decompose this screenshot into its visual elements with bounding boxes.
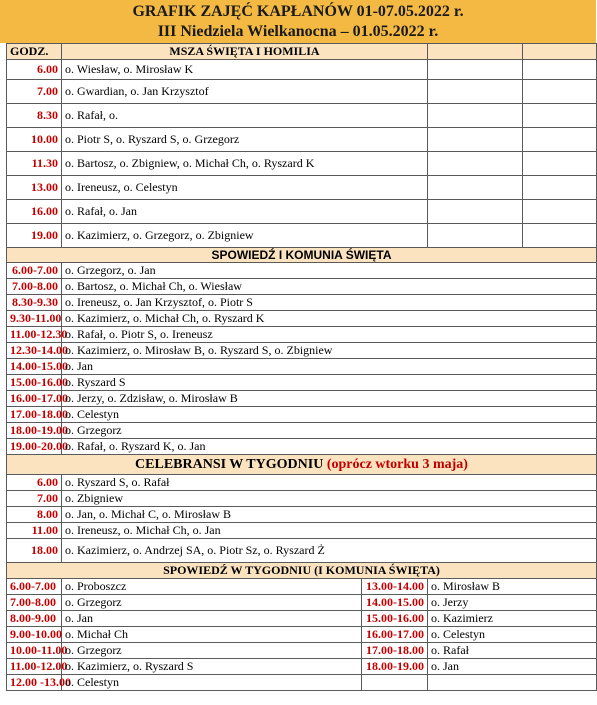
time-cell: 9.00-10.00 <box>7 627 62 643</box>
time-cell: 6.00 <box>7 60 62 80</box>
time-cell: 8.00-9.00 <box>7 611 62 627</box>
table-row <box>7 643 597 659</box>
time-cell: 6.00-7.00 <box>7 579 62 595</box>
table-row <box>7 439 597 455</box>
empty-cell <box>523 128 597 152</box>
table-row <box>7 311 597 327</box>
time-cell: 7.00-8.00 <box>7 279 62 295</box>
time-cell: 16.00-17.00 <box>7 391 62 407</box>
schedule-subtitle: III Niedziela Wielkanocna – 01.05.2022 r. <box>157 23 439 40</box>
names-cell: o. Bartosz, o. Michał Ch, o. Wiesław <box>62 279 597 295</box>
names-cell: o. Kazimierz, o. Ryszard S <box>62 659 362 675</box>
section-header-msza <box>7 44 597 60</box>
names-cell: o. Ireneusz, o. Michał Ch, o. Jan <box>62 523 597 539</box>
time-cell: 11.00-12.00 <box>7 659 62 675</box>
names-cell: o. Proboszcz <box>62 579 362 595</box>
time-cell: 19.00-20.00 <box>7 439 62 455</box>
empty-cell <box>523 44 597 60</box>
names-cell: o. Grzegorz <box>62 595 362 611</box>
time-cell-right: 13.00-14.00 <box>362 579 428 595</box>
names-cell: o. Grzegorz <box>62 643 362 659</box>
names-cell-right: o. Jan <box>428 659 597 675</box>
table-row <box>7 391 597 407</box>
names-cell: o. Ryszard S, o. Rafał <box>62 475 597 491</box>
section-title-msza: MSZA ŚWIĘTA I HOMILIA <box>62 44 428 60</box>
time-cell: 14.00-15.00 <box>7 359 62 375</box>
section-title-spowiedz-tydzien: SPOWIEDŹ W TYGODNIU (I KOMUNIA ŚWIĘTA) <box>7 563 597 579</box>
names-cell: o. Gwardian, o. Jan Krzysztof <box>62 80 428 104</box>
names-cell: o. Jan <box>62 611 362 627</box>
empty-cell <box>428 176 523 200</box>
section-header-spowiedz <box>7 248 597 263</box>
names-cell: o. Jan, o. Michał C, o. Mirosław B <box>62 507 597 523</box>
names-cell: o. Bartosz, o. Zbigniew, o. Michał Ch, o. Ryszard K <box>62 152 428 176</box>
time-cell-right <box>362 675 428 691</box>
table-row <box>7 128 597 152</box>
names-cell: o. Ireneusz, o. Jan Krzysztof, o. Piotr S <box>62 295 597 311</box>
celebransi-heading: CELEBRANSI W TYGODNIU <box>135 456 324 472</box>
empty-cell <box>428 44 523 60</box>
time-cell-right: 16.00-17.00 <box>362 627 428 643</box>
names-cell: o. Jan <box>62 359 597 375</box>
time-cell: 7.00-8.00 <box>7 595 62 611</box>
time-cell: 8.00 <box>7 507 62 523</box>
empty-cell <box>523 104 597 128</box>
names-cell: o. Wiesław, o. Mirosław K <box>62 60 428 80</box>
table-row <box>7 675 597 691</box>
time-cell: 6.00 <box>7 475 62 491</box>
names-cell: o. Ryszard S <box>62 375 597 391</box>
time-cell: 18.00-19.00 <box>7 423 62 439</box>
time-cell: 12.30-14.00 <box>7 343 62 359</box>
time-cell: 17.00-18.00 <box>7 407 62 423</box>
table-row <box>7 327 597 343</box>
time-cell: 13.00 <box>7 176 62 200</box>
empty-cell <box>428 60 523 80</box>
names-cell-right: o. Kazimierz <box>428 611 597 627</box>
table-row <box>7 507 597 523</box>
godz-label: GODZ. <box>7 44 62 60</box>
names-cell: o. Celestyn <box>62 675 362 691</box>
time-cell: 7.00 <box>7 491 62 507</box>
empty-cell <box>428 80 523 104</box>
section-header-spowiedz-tydzien <box>7 563 597 579</box>
empty-cell <box>523 80 597 104</box>
empty-cell <box>428 152 523 176</box>
empty-cell <box>523 200 597 224</box>
empty-cell <box>428 104 523 128</box>
names-cell: o. Kazimierz, o. Michał Ch, o. Ryszard K <box>62 311 597 327</box>
names-cell: o. Jerzy, o. Zdzisław, o. Mirosław B <box>62 391 597 407</box>
table-row <box>7 423 597 439</box>
names-cell-right: o. Rafał <box>428 643 597 659</box>
time-cell: 19.00 <box>7 224 62 248</box>
names-cell: o. Rafał, o. Piotr S, o. Ireneusz <box>62 327 597 343</box>
table-row <box>7 104 597 128</box>
names-cell: o. Ireneusz, o. Celestyn <box>62 176 428 200</box>
table-row <box>7 279 597 295</box>
section-title-celebransi <box>7 455 597 475</box>
empty-cell <box>428 128 523 152</box>
table-row <box>7 176 597 200</box>
schedule-title: GRAFIK ZAJĘĆ KAPŁANÓW 01-07.05.2022 r. <box>132 3 464 20</box>
empty-cell <box>523 176 597 200</box>
names-cell-right: o. Mirosław B <box>428 579 597 595</box>
names-cell: o. Celestyn <box>62 407 597 423</box>
names-cell: o. Michał Ch <box>62 627 362 643</box>
time-cell: 8.30 <box>7 104 62 128</box>
names-cell: o. Piotr S, o. Ryszard S, o. Grzegorz <box>62 128 428 152</box>
names-cell: o. Zbigniew <box>62 491 597 507</box>
names-cell: o. Rafał, o. Jan <box>62 200 428 224</box>
table-row <box>7 595 597 611</box>
empty-cell <box>523 224 597 248</box>
names-cell: o. Grzegorz <box>62 423 597 439</box>
time-cell: 7.00 <box>7 80 62 104</box>
empty-cell <box>523 60 597 80</box>
time-cell: 10.00 <box>7 128 62 152</box>
table-row <box>7 224 597 248</box>
table-row <box>7 407 597 423</box>
table-row <box>7 80 597 104</box>
time-cell: 18.00 <box>7 539 62 563</box>
empty-cell <box>523 152 597 176</box>
names-cell-right: o. Jerzy <box>428 595 597 611</box>
time-cell: 6.00-7.00 <box>7 263 62 279</box>
time-cell: 12.00 -13.00 <box>7 675 62 691</box>
time-cell: 10.00-11.00 <box>7 643 62 659</box>
table-row <box>7 611 597 627</box>
names-cell: o. Kazimierz, o. Andrzej SA, o. Piotr Sz, o. Ryszard Ż <box>62 539 597 563</box>
names-cell: o. Kazimierz, o. Mirosław B, o. Ryszard S, o. Zbigniew <box>62 343 597 359</box>
table-row <box>7 491 597 507</box>
section-title-spowiedz: SPOWIEDŹ I KOMUNIA ŚWIĘTA <box>7 248 597 263</box>
table-row <box>7 659 597 675</box>
table-row <box>7 343 597 359</box>
time-cell-right: 15.00-16.00 <box>362 611 428 627</box>
celebransi-note: (oprócz wtorku 3 maja) <box>326 456 468 472</box>
table-row <box>7 295 597 311</box>
table-row <box>7 263 597 279</box>
empty-cell <box>428 224 523 248</box>
table-row <box>7 200 597 224</box>
names-cell-right <box>428 675 597 691</box>
table-row <box>7 523 597 539</box>
table-row <box>7 152 597 176</box>
table-row <box>7 579 597 595</box>
time-cell: 9.30-11.00 <box>7 311 62 327</box>
time-cell: 11.30 <box>7 152 62 176</box>
table-row <box>7 359 597 375</box>
names-cell: o. Rafał, o. <box>62 104 428 128</box>
table-row <box>7 627 597 643</box>
table-row <box>7 475 597 491</box>
time-cell-right: 14.00-15.00 <box>362 595 428 611</box>
empty-cell <box>428 200 523 224</box>
names-cell: o. Kazimierz, o. Grzegorz, o. Zbigniew <box>62 224 428 248</box>
names-cell: o. Grzegorz, o. Jan <box>62 263 597 279</box>
names-cell-right: o. Celestyn <box>428 627 597 643</box>
time-cell: 15.00-16.00 <box>7 375 62 391</box>
time-cell: 11.00 <box>7 523 62 539</box>
table-row <box>7 375 597 391</box>
names-cell: o. Rafał, o. Ryszard K, o. Jan <box>62 439 597 455</box>
schedule-table <box>6 43 597 691</box>
table-row <box>7 60 597 80</box>
time-cell-right: 17.00-18.00 <box>362 643 428 659</box>
schedule-header <box>0 0 596 43</box>
time-cell-right: 18.00-19.00 <box>362 659 428 675</box>
section-header-celebransi <box>7 455 597 475</box>
table-row <box>7 539 597 563</box>
time-cell: 16.00 <box>7 200 62 224</box>
time-cell: 8.30-9.30 <box>7 295 62 311</box>
time-cell: 11.00-12.30 <box>7 327 62 343</box>
